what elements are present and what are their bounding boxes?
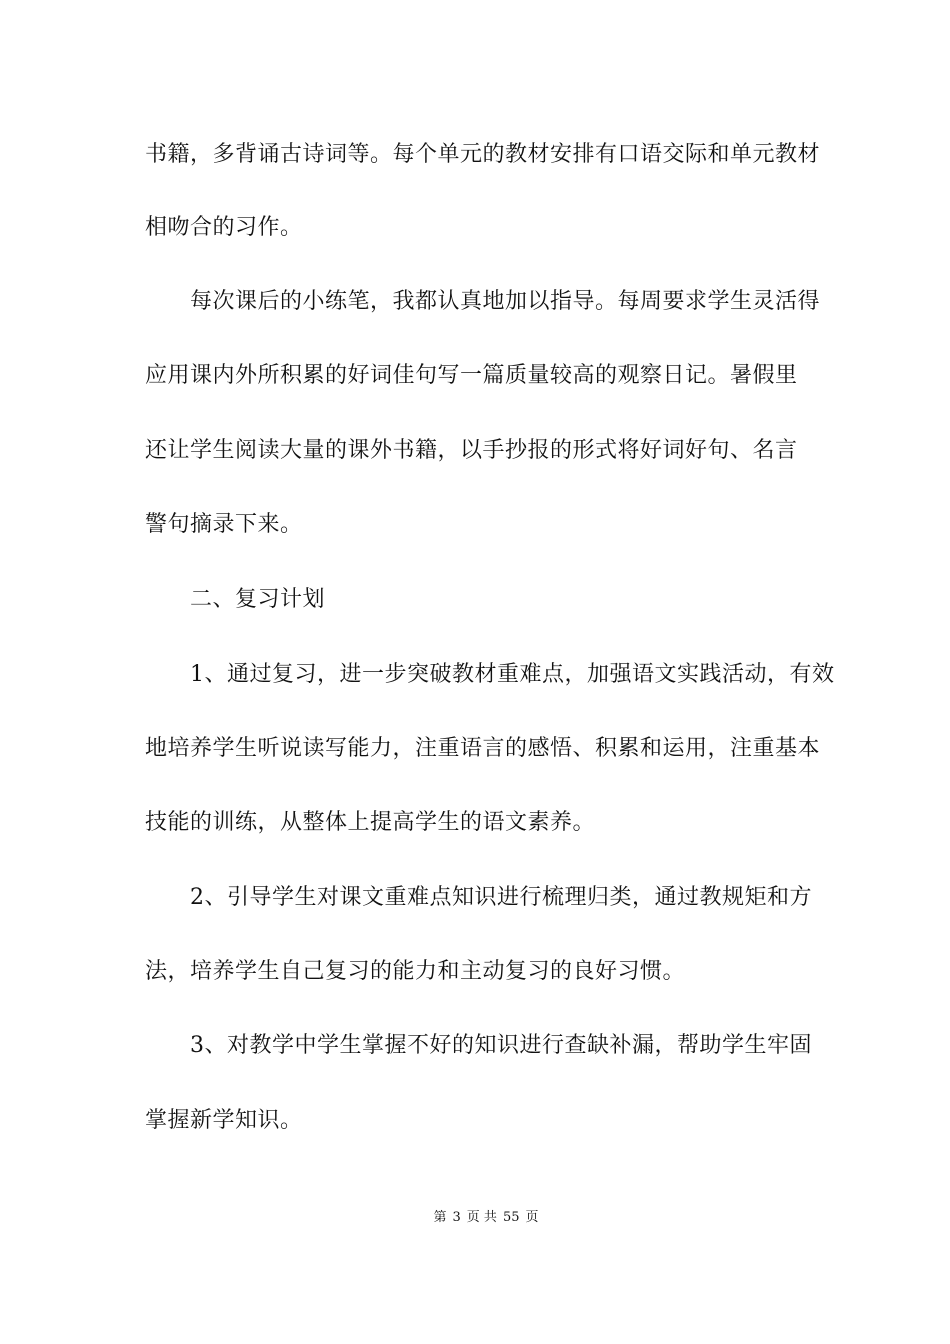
paragraph-line: 还让学生阅读大量的课外书籍，以手抄报的形式将好词好句、名言	[145, 438, 798, 463]
paragraph-line: 法，培养学生自己复习的能力和主动复习的良好习惯。	[145, 959, 686, 984]
footer-middle: 页 共	[466, 1210, 497, 1225]
paragraph-line: 1、通过复习，进一步突破教材重难点，加强语文实践活动，有效	[190, 662, 835, 687]
paragraph-line: 每次课后的小练笔，我都认真地加以指导。每周要求学生灵活得	[190, 289, 821, 314]
page-footer	[0, 1208, 950, 1228]
footer-total-pages: 55	[502, 1210, 520, 1225]
paragraph-line: 应用课内外所积累的好词佳句写一篇质量较高的观察日记。暑假里	[145, 363, 798, 388]
paragraph-line: 掌握新学知识。	[145, 1108, 303, 1133]
paragraph-line: 警句摘录下来。	[145, 512, 303, 537]
paragraph-line: 书籍，多背诵古诗词等。每个单元的教材安排有口语交际和单元教材	[145, 142, 821, 167]
paragraph-line: 地培养学生听说读写能力，注重语言的感悟、积累和运用，注重基本	[145, 736, 821, 761]
paragraph-line: 相吻合的习作。	[145, 215, 303, 240]
footer-suffix: 页	[525, 1210, 539, 1225]
section-heading: 二、复习计划	[190, 587, 326, 612]
paragraph-line: 3、对教学中学生掌握不好的知识进行查缺补漏，帮助学生牢固	[190, 1033, 812, 1058]
paragraph-line: 技能的训练，从整体上提高学生的语文素养。	[145, 810, 596, 835]
footer-prefix: 第	[433, 1210, 447, 1225]
paragraph-line: 2、引导学生对课文重难点知识进行梳理归类，通过教规矩和方	[190, 885, 812, 910]
footer-current-page: 3	[452, 1210, 461, 1225]
